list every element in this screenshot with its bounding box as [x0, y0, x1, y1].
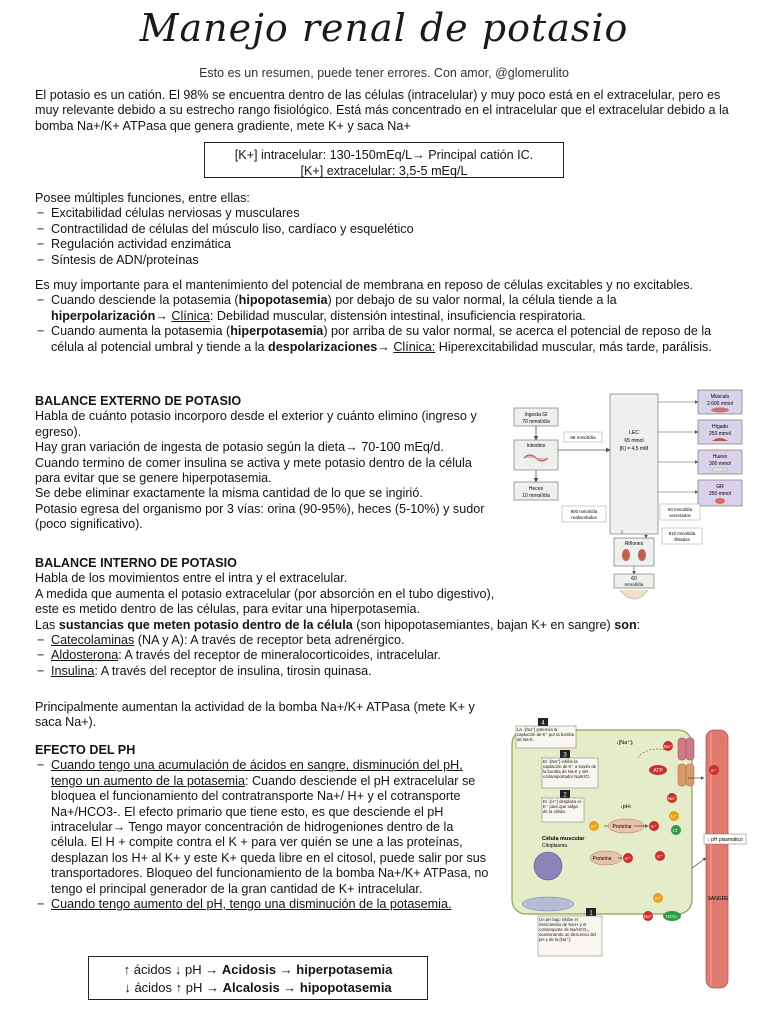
muscle-label: Músculo	[710, 394, 730, 400]
ph-list	[35, 758, 493, 912]
membrane-section	[35, 278, 735, 355]
secreted-value: 50 mmol/día	[667, 507, 693, 512]
intestine-box	[514, 440, 558, 470]
alkalosis-item	[35, 897, 493, 912]
kidneys-label: Riñones	[624, 541, 644, 547]
ph-plasma-text: ↓ pH plasmático	[707, 837, 743, 843]
text-span: Las	[35, 617, 59, 632]
substance-name: Aldosterona	[51, 648, 119, 663]
hydrogen-ion	[589, 821, 599, 831]
potassium-balance-figure	[510, 388, 746, 608]
ph-heading: EFECTO DEL PH	[35, 743, 136, 757]
hypokalemia-term: hipopotasemia	[299, 980, 392, 995]
ion-label: Na⁺	[667, 796, 677, 801]
hypokalemia-item	[35, 293, 735, 324]
text-span: ↑ ácidos ↓ pH →	[123, 962, 222, 977]
clinical-label: Clínica:	[393, 339, 436, 354]
substance-name: Insulina	[51, 663, 95, 678]
text-span: Cuando aumenta la potasemia (	[51, 324, 231, 339]
ion-label: H⁺	[671, 814, 677, 819]
step-number: 3	[563, 752, 567, 759]
rbc-icon	[715, 498, 725, 504]
substance-item	[35, 633, 735, 648]
hypokalemia-term: hipopotasemia	[238, 293, 328, 308]
text-span: →	[377, 339, 394, 354]
pump-paragraph: Principalmente aumentan la actividad de la bomba Na+/K+ ATPasa (mete K+ y saca Na+).	[35, 700, 475, 730]
functions-list	[35, 206, 735, 268]
text-span: Hiperexcitabilidad muscular, más tarde, parálisis.	[435, 339, 712, 354]
cotransporter	[678, 764, 694, 786]
reabsorbed-value: 800 mmol/día	[570, 509, 598, 514]
protein-label: Proteína	[612, 824, 632, 830]
substances-line	[35, 618, 735, 633]
lec-box	[610, 394, 658, 534]
ion-label: Na⁺	[643, 914, 653, 919]
text-span: Cuando desciende la potasemia (	[51, 293, 239, 308]
bone-icon	[712, 468, 728, 471]
bicarbonate-ion	[663, 911, 681, 921]
bone-box	[698, 450, 742, 474]
step-number: 4	[541, 720, 545, 727]
atp-label: ATP	[653, 768, 663, 774]
text-span: →	[276, 962, 297, 977]
kidneys-box	[614, 538, 654, 566]
substance-name: Catecolaminas	[51, 633, 135, 648]
lec-label: LEC	[629, 430, 639, 436]
box-line-extracellular: [K+] extracelular: 3,5-5 mEq/L	[300, 164, 468, 178]
external-line: Cuando termino de comer insulina se activa y mete potasio dentro de la célula para evitar que se genere hiperpotasemia.	[35, 455, 472, 486]
summary-alkalosis-row	[95, 979, 421, 997]
ion-label: K⁺	[651, 824, 657, 829]
blood-label: SANGRE	[707, 896, 729, 902]
substance-text: : A través del receptor de insulina, tirosin quinasa.	[94, 663, 372, 678]
bone-label: Hueso	[712, 454, 728, 460]
liver-label: Hígado	[711, 424, 729, 430]
flow-arrow	[692, 858, 706, 868]
text-span: (son hipopotasemiantes, bajan K+ en sangre)	[352, 617, 615, 632]
na-k-pump	[678, 738, 694, 760]
hyperkalemia-term: hiperpotasemia	[230, 324, 324, 339]
step-3-text: El ↑[Na⁺] inhibe la captación de K⁺ a través de la bomba de Na-K y del cotransportador Na/K/Cl.	[543, 758, 597, 780]
ion-label: HCO₃	[666, 914, 678, 919]
urine-unit: mmol/día	[624, 582, 644, 587]
rbc-label: GR	[716, 484, 724, 490]
ion-label: K⁺	[711, 768, 717, 773]
muscle-box	[698, 390, 742, 414]
external-line: Habla de cuánto potasio incorporo desde el exterior y cuánto elimino (ingreso y egreso).	[35, 409, 477, 439]
text-span: →	[279, 980, 300, 995]
intro-paragraph: El potasio es un catión. El 98% se encuentra dentro de las células (intracelular) y muy poco está en el extracelular, pero es muy relevante debido a su estrecho rango fisiológico. Está más concentrado en el intracelular que el extracelular debido a la bomba Na+/K+ ATPasa que genera gradiente, mete K+ y saca Na+	[35, 88, 729, 133]
sodium-ion	[643, 911, 653, 921]
text-span: : Debilidad muscular, distensión intestinal, insuficiencia respiratoria.	[209, 308, 586, 323]
step-number: 1	[589, 910, 593, 917]
liver-value: 250 mmol	[709, 431, 731, 437]
external-balance-section	[35, 394, 495, 533]
function-item: − Regulación actividad enzimática	[35, 237, 735, 252]
functions-section	[35, 191, 735, 268]
ingesta-box	[514, 408, 558, 426]
internal-balance-heading: BALANCE INTERNO DE POTASIO	[35, 556, 237, 570]
ion-label: K⁺	[625, 856, 631, 861]
ion-label: Na⁺	[663, 744, 673, 749]
hydrogen-ion	[669, 811, 679, 821]
bladder-icon	[620, 590, 648, 599]
concentration-box	[204, 142, 564, 178]
clinical-label: Clínica	[171, 308, 210, 323]
acidosis-term: Acidosis	[221, 962, 277, 977]
lec-concentration: [K] = 4,5 mM	[619, 446, 649, 452]
acidosis-item	[35, 758, 493, 897]
rbc-box	[698, 480, 742, 506]
hyperkalemia-term: hiperpotasemia	[296, 962, 393, 977]
external-line: Potasio egresa del organismo por 3 vías: orina (90-95%), heces (5-10%) y sudor (poco significativo).	[35, 501, 485, 532]
urine-box	[614, 574, 654, 588]
summary-acidosis-row	[95, 961, 421, 979]
muscle-icon	[711, 408, 729, 413]
membrane-intro: Es muy importante para el mantenimiento del potencial de membrana en reposo de células excitables y no excitables.	[35, 278, 694, 292]
kidney-icon	[622, 549, 630, 561]
hyperkalemia-item	[35, 324, 735, 355]
feces-label: Heces	[528, 486, 544, 492]
substance-text: : A través del receptor de mineralocorticoides, intracelular.	[118, 648, 441, 663]
internal-line: A medida que aumenta el potasio extracelular (por absorción en el tubo digestivo), este es metido dentro de las células, para evitar una hiperpotasemia.	[35, 586, 495, 617]
page-title: Manejo renal de potasio	[139, 6, 629, 50]
lec-amount: 65 mmol	[624, 438, 644, 444]
rbc-value: 250 mmol	[709, 491, 731, 497]
muscle-cell	[512, 730, 692, 914]
substances-term: sustancias que meten potasio dentro de la célula	[58, 617, 353, 632]
function-item: − Contractilidad de células del músculo liso, cardíaco y esquelético	[35, 222, 735, 237]
step-4-callout	[516, 718, 576, 749]
kidney-icon	[638, 549, 646, 561]
ingesta-label: Ingesta GI	[524, 412, 548, 418]
hyperpolarization-term: hiperpolarización	[51, 308, 156, 323]
nucleus-icon	[534, 852, 562, 880]
potassium-ion	[649, 821, 659, 831]
internal-line: Habla de los movimientos entre el intra y el extracelular.	[35, 571, 348, 586]
function-item: − Síntesis de ADN/proteínas	[35, 253, 735, 268]
substance-item	[35, 648, 735, 663]
depolarization-term: despolarizaciones	[268, 339, 378, 354]
atp-badge	[649, 765, 667, 775]
external-balance-heading: BALANCE EXTERNO DE POTASIO	[35, 394, 242, 408]
feces-box	[514, 482, 558, 500]
external-line: Hay gran variación de ingesta de potasio según la dieta→ 70-100 mEq/d.	[35, 440, 444, 455]
alkalosis-underlined: Cuando tengo aumento del pH, tengo una disminución de la potasemia.	[51, 897, 452, 912]
cytoplasm-label: Citoplasma	[542, 843, 568, 849]
cell-label: Célula muscular	[542, 836, 585, 842]
text-span: →	[155, 308, 172, 323]
ion-label: K⁺	[657, 854, 663, 859]
hydrogen-ion	[653, 893, 663, 903]
organelle-icon	[522, 897, 574, 911]
alkalosis-term: Alcalosis	[222, 980, 280, 995]
potassium-ion	[655, 851, 665, 861]
step-2-text: El ↑[H⁺] desplaza el K⁺ para que salga de la célula.	[543, 798, 581, 814]
text-span: ↓ ácidos ↑ pH →	[124, 980, 223, 995]
secreted-label: secretados	[669, 513, 691, 518]
intestine-label: Intestino	[526, 443, 546, 449]
substance-item	[35, 664, 735, 679]
liver-box	[698, 420, 742, 444]
ion-label: H⁺	[655, 896, 661, 901]
ph-plasma-label	[704, 834, 746, 844]
feces-value: 10 mmol/día	[522, 493, 550, 499]
absorption-value: 68 mmol/día	[570, 435, 596, 440]
bone-value: 300 mmol	[709, 461, 731, 467]
substance-text: (NA y A): A través de receptor beta adrenérgico.	[134, 633, 405, 648]
step-1-callout	[538, 908, 602, 957]
muscle-value: 2.600 mmol	[706, 401, 734, 407]
external-line: Se debe eliminar exactamente la misma cantidad de lo que se ingirió.	[35, 486, 423, 501]
step-number: 2	[563, 792, 567, 799]
membrane-list	[35, 293, 735, 355]
potassium-ion	[623, 853, 633, 863]
acidosis-text: : Cuando desciende el pH extracelular se bloquea el funcionamiento del contratransporte Na+/ H+ y el cotransporte Na+/HCO3-. El efecto primario que tiene esto, es que desciende el pH intracelular→ Tengo mayor concentración de hidrogeniones dentro de la célula. El H + compite contra el K + para ver quién se une a las proteínas, desplazan los H+ al K+ y este K+ queda libre en el citosol, puede salir por sus transportadores. Bloqueo del funcionamiento de la bomba Na+/K+ ATPasa, no tengo el principal generador de la gran cantidad de K+ intracelular.	[51, 773, 489, 896]
substances-list	[35, 633, 735, 679]
page-subtitle: Esto es un resumen, puede tener errores. Con amor, @glomerulito	[199, 66, 569, 80]
step-4-text: La ↓[Na⁺] potencia la captación de K⁺ por la bomba de Na-K.	[517, 726, 574, 742]
text-span: ) por debajo de su valor normal, la célula tiende a la	[327, 293, 617, 308]
ion-label: Cl⁻	[672, 828, 680, 833]
urine-value: 60	[631, 576, 637, 582]
functions-intro: Posee múltiples funciones, entre ellas:	[35, 191, 250, 205]
intracellular-ph-label: ↓pHᵢ	[620, 804, 631, 810]
son-term: son	[614, 617, 637, 632]
ingesta-value: 70 mmol/día	[522, 419, 550, 425]
protein-label: Proteína	[592, 856, 612, 862]
sodium-ion	[667, 793, 677, 803]
ph-effect-figure	[508, 718, 748, 1008]
text-span: :	[636, 617, 641, 632]
box-line-intracellular: [K+] intracelular: 130-150mEq/L→ Principal catión IC.	[234, 148, 534, 162]
filtered-label: filtrados	[674, 537, 690, 542]
step-1-text: Un pH bajo inhibe el intercambio de Na-H y el cotransporte de Na/HCO₃, ocasionando un descenso del pH y de la [Na⁺].	[539, 916, 596, 943]
filtered-value: 810 mmol/día	[668, 531, 696, 536]
ph-section	[35, 743, 493, 912]
acidosis-underlined: Cuando tengo una acumulación de ácidos en sangre, disminución del pH, tengo un aumento de la potasemia	[51, 758, 463, 788]
protein-2	[590, 851, 622, 865]
intracellular-na-label: ↓[Na⁺]ᵢ	[616, 740, 633, 746]
chloride-ion	[671, 825, 681, 835]
summary-box	[88, 956, 428, 1000]
potassium-ion	[709, 765, 719, 775]
ion-label: H⁺	[591, 824, 597, 829]
reabsorbed-label: reabsorbidos	[571, 515, 597, 520]
text-span: ) por arriba de su valor normal, se acerca el potencial de reposo de la célula al potencial umbral y tiende a la	[51, 324, 712, 354]
function-item: − Excitabilidad células nerviosas y musculares	[35, 206, 735, 221]
